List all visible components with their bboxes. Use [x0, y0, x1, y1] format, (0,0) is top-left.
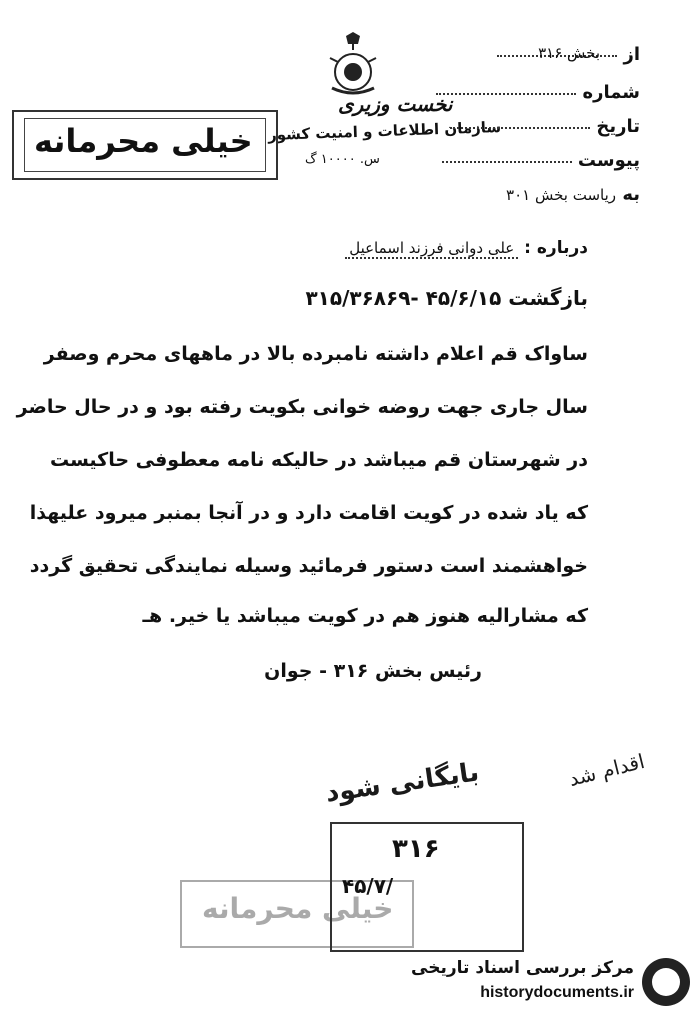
- body-line-4: که یاد شده در کویت اقامت دارد و در آنجا بمنبر میرود علیهذا: [29, 502, 588, 524]
- field-number: [426, 82, 640, 103]
- handwritten-note: بایگانی شود: [323, 757, 481, 809]
- body-line-5: خواهشمند است دستور فرمائید وسیله نمایندگی تحقیق گردد: [29, 555, 588, 577]
- classification-stamp-text: خیلی محرمانه: [34, 122, 253, 160]
- field-number-dots: [436, 92, 576, 95]
- faint-classification-stamp-text: خیلی محرمانه: [202, 892, 394, 925]
- field-date-dots: [450, 126, 590, 129]
- watermark-title: مرکز بررسی اسناد تاریخی: [411, 958, 634, 978]
- body-line-3: در شهرستان قم میباشد در حالیکه نامه معطوفی حاکیست: [49, 449, 588, 471]
- field-date: [440, 116, 640, 137]
- field-attachment-label: پیوست: [577, 150, 640, 171]
- receipt-number: ۳۱۶: [392, 834, 440, 864]
- archive-watermark: [410, 950, 700, 1017]
- margin-handwritten-note: اقدام شد: [566, 749, 647, 791]
- field-attachment-dots: [442, 160, 572, 163]
- field-to: [502, 184, 640, 205]
- field-date-label: تاریخ: [596, 116, 640, 137]
- body-line-6: که مشارالیه هنوز هم در کویت میباشد یا خیر. هـ: [142, 605, 588, 627]
- field-attachment: [432, 150, 640, 171]
- field-from-label: از: [623, 44, 640, 65]
- body-line-1: ساواک قم اعلام داشته نامبرده بالا در ماههای محرم وصفر: [43, 343, 588, 365]
- classification-stamp: [12, 110, 278, 180]
- receipt-date: ۴۵/۷/: [342, 874, 394, 898]
- subject-label: درباره :: [524, 238, 588, 258]
- body-line-2: سال جاری جهت روضه خوانی بکویت رفته بود و در حال حاضر: [16, 396, 588, 418]
- field-from: [491, 44, 640, 65]
- field-number-label: شماره: [582, 82, 640, 103]
- org-name: نخست وزیری: [338, 92, 453, 116]
- subject-value: علی دوانی فرزند اسماعیل: [345, 239, 518, 259]
- reference-line: بازگشت ۴۵/۶/۱۵ -۳۱۵/۳۶۸۶۹: [305, 286, 588, 310]
- signature: رئیس بخش ۳۱۶ - جوان: [264, 660, 482, 682]
- org-reference: س. ۱۰۰۰۰ گ: [305, 152, 380, 167]
- field-to-label: به: [622, 184, 640, 205]
- archive-logo-icon: [642, 958, 690, 1006]
- field-to-value: ریاست بخش ۳۰۱: [506, 186, 617, 204]
- subject-line: [341, 238, 588, 258]
- watermark-url: historydocuments.ir: [480, 984, 634, 1001]
- org-subtitle: سازمان اطلاعات و امنیت کشور: [267, 117, 502, 145]
- field-from-value: بخش ۳۱۶: [538, 44, 600, 62]
- receipt-stamp: [330, 822, 524, 952]
